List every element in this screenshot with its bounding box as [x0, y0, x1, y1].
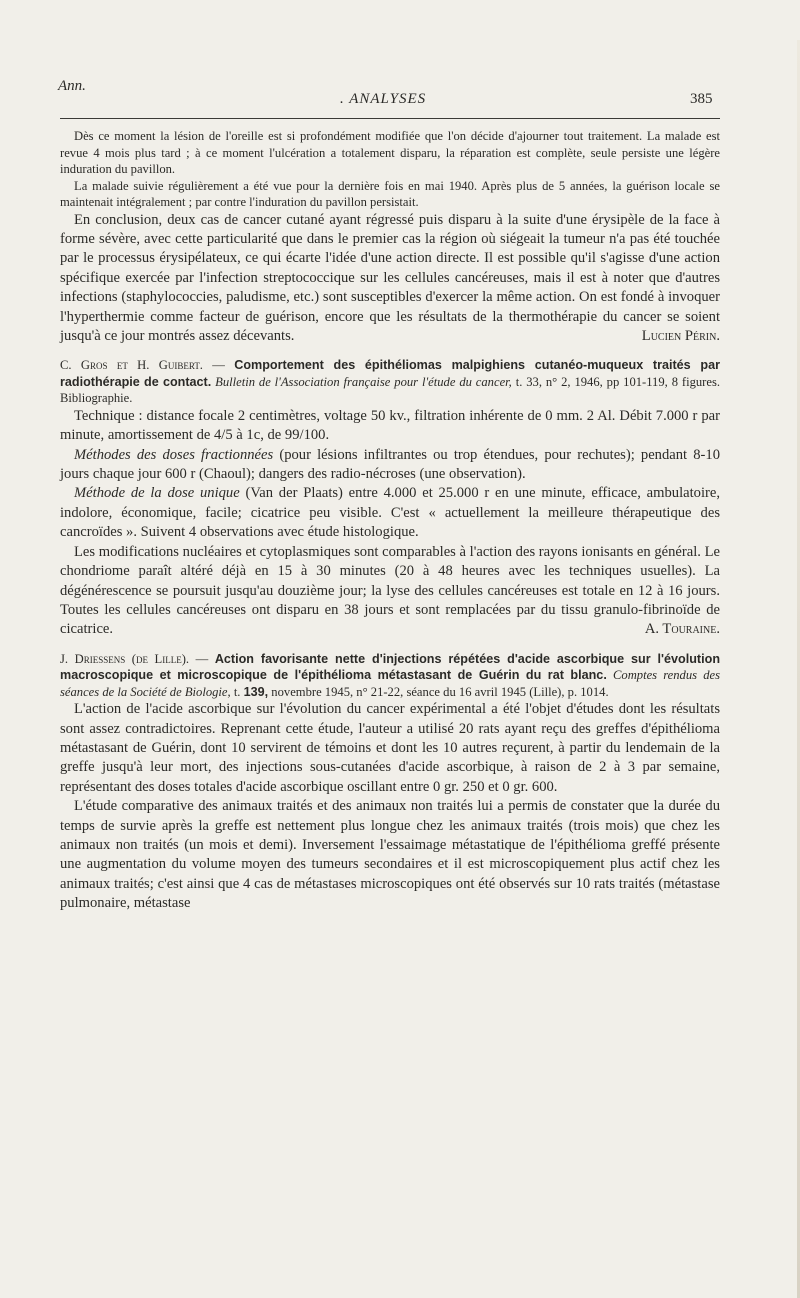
- article3-authors: J. Driessens (de Lille). —: [60, 651, 209, 666]
- article1-conclusion: [60, 211, 720, 347]
- article1-paragraph-1: Dès ce moment la lésion de l'oreille est si profondément modifiée que l'on décide d'ajourner tout traitement. La malade est revue 4 mois plus tard ; à ce moment l'ulcération a totalement disparu, la réparation est complète, seule persiste une légère induration du pavillon.: [60, 129, 720, 176]
- article2-paragraph-4: [60, 543, 720, 640]
- article2-title: Comportement des épithéliomas malpighiens cutanéo-muqueux traités par radiothérapie de contact.: [60, 358, 720, 389]
- page-number: 385: [690, 91, 713, 107]
- article3-citation: [60, 651, 720, 701]
- article2-paragraph-2-text: (pour lésions infiltrantes ou trop étendues, pour rechutes); pendant 8-10 jours chaque jour 600 r (Chaoul); dangers des radio-nécroses (une observation).: [60, 446, 720, 483]
- article2-signature: A. Touraine.: [644, 621, 720, 638]
- article3-journal: Comptes rendus des séances de la Société de Biologie,: [60, 668, 721, 699]
- section-title: . ANALYSES: [340, 91, 427, 107]
- article2-reference: t. 33, n° 2, 1946, pp 101-119, 8 figures. Bibliographie.: [60, 374, 720, 406]
- article3-reference: novembre 1945, n° 21-22, séance du 16 avril 1945 (Lille), p. 1014.: [271, 684, 609, 699]
- article3-reference-prefix: t.: [233, 684, 241, 699]
- article1-paragraph-3-text: En conclusion, deux cas de cancer cutané ayant régressé puis disparu à la suite d'une érysipèle de la face à forme sévère, avec cette particularité que dans le premier cas la région où siégeait la tumeur n'a pas été touchée par le processus érysipélateux, ce qui écarte l'idée d'une action directe. Il est possible qu'il s'agisse d'une action spécifique exercée par l'infection streptococcique sur les cellules cancéreuses, mais il est à noter que d'autres infections (staphylococcies, paludisme, etc.) sont susceptibles d'exercer la même action. On est fondé à invoquer l'hyperthermie comme facteur de guérison, encore que les résultats de la thermothérapie du cancer se soient jusqu'à ce jour montrés assez décevants.: [60, 211, 720, 344]
- article3-paragraph-2: L'étude comparative des animaux traités et des animaux non traités lui a permis de constater que la durée du temps de survie après la greffe est nettement plus longue chez les animaux traités (trois mois) que chez les animaux non traités (un mois et demi). Inversement l'essaimage métastatique de l'épithélioma greffé présente une augmentation du volume moyen des tumeurs secondaires et il est microscopiquement plus actif chez les animaux traités; c'est ainsi que 4 cas de métastases microscopiques ont été observés sur 10 rats traités (métastase pulmonaire, métastase: [60, 798, 720, 912]
- article3-title: Action favorisante nette d'injections répétées d'acide ascorbique sur l'évolution macroscopique et microscopique de l'épithélioma métastasant de Guérin du rat blanc.: [60, 651, 721, 683]
- article3-reference-volume: 139,: [243, 684, 269, 699]
- article3-paragraph-1: L'action de l'acide ascorbique sur l'évolution du cancer expérimental a été l'objet d'études dont les résultats sont assez contradictoires. Reprenant cette étude, l'auteur a utilisé 20 rats ayant reçu des greffes d'épithélioma métastasant de Guérin, dont 10 servirent de témoins et dont les 10 autres reçurent, à partir du lendemain de la greffe jusqu'à leur mort, des injections sous-cutanées d'acide ascorbique, à raison de 2 à 3 par semaine, représentant des doses totales d'acide ascorbique oscillant entre 0 gr. 250 et 0 gr. 600.: [60, 701, 720, 795]
- article3-body: [60, 700, 720, 913]
- running-head: Ann.: [58, 78, 86, 94]
- article1-paragraph-2: La malade suivie régulièrement a été vue pour la dernière fois en mai 1940. Après plus de 5 années, la guérison locale se maintenait intégralement ; par contre l'induration du pavillon persistait.: [60, 178, 720, 209]
- article2-paragraph-4-text: Les modifications nucléaires et cytoplasmiques sont comparables à l'action des rayons ionisants en général. Le chondriome paraît altéré déjà en 15 à 30 minutes (20 à 48 heures avec les techniques usuelles). La dégénérescence se poursuit jusqu'au douzième jour; la lyse des cellules cancéreuses est totale en 12 à 16 jours. Toutes les cellules cancéreuses ont disparu en 38 jours et sont remplacées par du tissu granulo-fibrinoïde de cicatrice.: [60, 543, 720, 638]
- article2-citation: [60, 357, 720, 407]
- article1-paragraph-3: [60, 211, 720, 347]
- article2-journal: Bulletin de l'Association française pour l'étude du cancer,: [215, 374, 512, 389]
- article3-heading: [60, 651, 720, 701]
- article2-paragraph-2-emphasis: Méthodes des doses fractionnées: [74, 446, 274, 463]
- header-rule: [60, 118, 720, 119]
- article2-paragraph-3-emphasis: Méthode de la dose unique: [74, 485, 240, 502]
- article1-signature: Lucien Périn.: [641, 327, 720, 344]
- page-body: [60, 128, 720, 914]
- article1-small-print: [60, 128, 720, 211]
- article2-paragraph-1: Technique : distance focale 2 centimètres, voltage 50 kv., filtration inhérente de 0 mm. 2 Al. Débit 7.000 r par minute, amortissement de 4/5 à 1c, de 99/100.: [60, 407, 720, 444]
- article2-heading: [60, 357, 720, 407]
- article2-paragraph-3: [60, 484, 720, 542]
- article2-paragraph-2: [60, 446, 720, 485]
- article2-paragraph-3-text: (Van der Plaats) entre 4.000 et 25.000 r en une minute, efficace, ambulatoire, indolore, économique, facile; cicatrice peu visible. C'est « actuellement la meilleure thérapeutique des cancroïdes ». Suivent 4 observations avec étude histologique.: [60, 485, 720, 541]
- article2-authors: C. Gros et H. Guibert. —: [60, 358, 225, 373]
- article2-body: [60, 407, 720, 640]
